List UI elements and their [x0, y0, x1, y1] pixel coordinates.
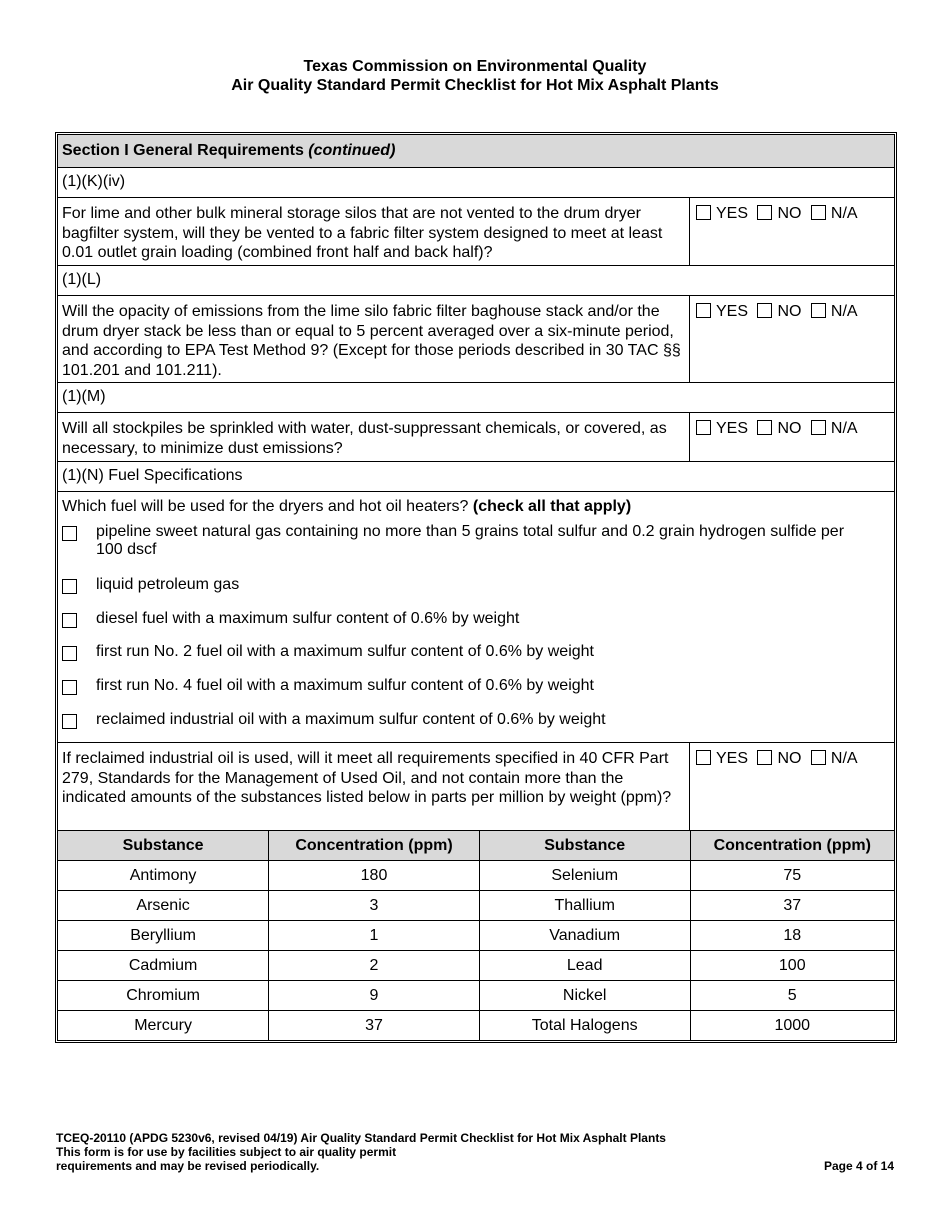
fuel-option: [58, 574, 894, 608]
question-row: [58, 742, 894, 830]
fuel-option: [58, 608, 894, 641]
form-title: Air Quality Standard Permit Checklist for Hot Mix Asphalt Plants: [231, 77, 719, 94]
no-label: NO: [777, 205, 802, 222]
item-label: (1)(N) Fuel Specifications: [58, 461, 894, 491]
table-row: [58, 891, 894, 921]
table-header-row: [58, 831, 894, 861]
fuel-option-label: pipeline sweet natural gas containing no more than 5 grains total sulfur and 0.2 grain hydrogen sulfide per 100 dscf: [96, 523, 845, 558]
fuel-option-checkbox[interactable]: [62, 646, 77, 661]
page-header: [0, 57, 950, 95]
substance-name: Thallium: [479, 891, 690, 921]
question-text: Will the opacity of emissions from the lime silo fabric filter baghouse stack and/or the drum dryer stack be less than or equal to 5 percent averaged over a six-minute period, and according to EPA Test Method 9? (Except for those periods described in 30 TAC §§ 101.201 and 101.211).: [58, 296, 690, 382]
concentration-value: 1000: [690, 1011, 894, 1041]
concentration-value: 75: [690, 861, 894, 891]
question-row: [58, 295, 894, 382]
no-checkbox[interactable]: [757, 205, 772, 220]
table-row: [58, 1011, 894, 1041]
fuel-option-checkbox[interactable]: [62, 714, 77, 729]
footer-note: requirements and may be revised periodically.: [56, 1159, 320, 1173]
concentration-value: 3: [269, 891, 480, 921]
checklist-table: [55, 132, 897, 1043]
column-header: Concentration (ppm): [690, 831, 894, 861]
question-row: [58, 197, 894, 265]
na-label: N/A: [830, 205, 858, 222]
substance-name: Lead: [479, 951, 690, 981]
fuel-option: [58, 709, 894, 742]
column-header: Concentration (ppm): [269, 831, 480, 861]
table-row: [58, 921, 894, 951]
item-label: (1)(M): [58, 382, 894, 412]
na-label: N/A: [830, 420, 858, 437]
no-checkbox[interactable]: [757, 420, 772, 435]
fuel-option-label: first run No. 2 fuel oil with a maximum sulfur content of 0.6% by weight: [96, 643, 594, 660]
substance-name: Total Halogens: [479, 1011, 690, 1041]
fuel-option: [58, 521, 894, 574]
table-row: [58, 981, 894, 1011]
question-row: [58, 412, 894, 461]
concentration-value: 18: [690, 921, 894, 951]
no-label: NO: [777, 750, 802, 767]
form-id: TCEQ-20110 (APDG 5230v6, revised 04/19) Air Quality Standard Permit Checklist for Hot Mix Asphalt Plants: [56, 1131, 666, 1145]
substance-name: Beryllium: [58, 921, 269, 951]
column-header: Substance: [479, 831, 690, 861]
fuel-option-label: reclaimed industrial oil with a maximum sulfur content of 0.6% by weight: [96, 711, 606, 728]
yes-label: YES: [716, 420, 749, 437]
no-label: NO: [777, 303, 802, 320]
fuel-prompt-text: Which fuel will be used for the dryers and hot oil heaters?: [62, 498, 473, 515]
fuel-option-checkbox[interactable]: [62, 526, 77, 541]
concentration-value: 1: [269, 921, 480, 951]
table-row: [58, 861, 894, 891]
substance-name: Chromium: [58, 981, 269, 1011]
fuel-option: [58, 675, 894, 709]
yes-label: YES: [716, 303, 749, 320]
answer-group: [690, 743, 894, 830]
concentration-value: 37: [269, 1011, 480, 1041]
substance-name: Mercury: [58, 1011, 269, 1041]
column-header: Substance: [58, 831, 269, 861]
item-label: (1)(K)(iv): [58, 167, 894, 197]
fuel-option: [58, 641, 894, 675]
na-checkbox[interactable]: [811, 205, 826, 220]
substance-name: Arsenic: [58, 891, 269, 921]
footer-note: This form is for use by facilities subject to air quality permit: [56, 1145, 397, 1159]
na-label: N/A: [830, 303, 858, 320]
substance-name: Nickel: [479, 981, 690, 1011]
answer-group: [690, 413, 894, 461]
yes-label: YES: [716, 750, 749, 767]
substance-name: Vanadium: [479, 921, 690, 951]
substance-name: Cadmium: [58, 951, 269, 981]
na-checkbox[interactable]: [811, 303, 826, 318]
fuel-option-label: first run No. 4 fuel oil with a maximum sulfur content of 0.6% by weight: [96, 677, 594, 694]
na-checkbox[interactable]: [811, 420, 826, 435]
fuel-option-checkbox[interactable]: [62, 579, 77, 594]
page-number: Page 4 of 14: [823, 1159, 894, 1173]
fuel-option-checkbox[interactable]: [62, 613, 77, 628]
concentration-value: 37: [690, 891, 894, 921]
substance-name: Antimony: [58, 861, 269, 891]
no-checkbox[interactable]: [757, 750, 772, 765]
fuel-prompt-bold: (check all that apply): [472, 498, 632, 515]
yes-label: YES: [716, 205, 749, 222]
section-title-suffix: (continued): [308, 142, 396, 159]
concentration-value: 2: [269, 951, 480, 981]
answer-group: [690, 296, 894, 382]
fuel-option-label: liquid petroleum gas: [96, 576, 240, 593]
no-label: NO: [777, 420, 802, 437]
concentration-value: 5: [690, 981, 894, 1011]
agency-title: Texas Commission on Environmental Quality: [303, 58, 647, 75]
section-header: [58, 135, 894, 167]
substance-table: [58, 830, 894, 1040]
item-label: (1)(L): [58, 265, 894, 295]
yes-checkbox[interactable]: [696, 750, 711, 765]
na-label: N/A: [830, 750, 858, 767]
fuel-option-label: diesel fuel with a maximum sulfur content of 0.6% by weight: [96, 610, 520, 627]
fuel-option-checkbox[interactable]: [62, 680, 77, 695]
question-text: For lime and other bulk mineral storage silos that are not vented to the drum dryer bagfilter system, will they be vented to a fabric filter system designed to meet at least 0.01 outlet grain loading (combined front half and back half)?: [58, 198, 690, 265]
concentration-value: 100: [690, 951, 894, 981]
yes-checkbox[interactable]: [696, 303, 711, 318]
concentration-value: 180: [269, 861, 480, 891]
section-title: Section I General Requirements: [62, 142, 309, 159]
table-row: [58, 951, 894, 981]
page-footer: [56, 1131, 666, 1173]
na-checkbox[interactable]: [811, 750, 826, 765]
concentration-value: 9: [269, 981, 480, 1011]
fuel-prompt: [58, 491, 894, 521]
yes-checkbox[interactable]: [696, 205, 711, 220]
question-text: If reclaimed industrial oil is used, will it meet all requirements specified in 40 CFR Part 279, Standards for the Management of Used Oil, and not contain more than the indicated amounts of the substances listed below in parts per million by weight (ppm)?: [58, 743, 690, 830]
answer-group: [690, 198, 894, 265]
substance-name: Selenium: [479, 861, 690, 891]
no-checkbox[interactable]: [757, 303, 772, 318]
yes-checkbox[interactable]: [696, 420, 711, 435]
question-text: Will all stockpiles be sprinkled with water, dust-suppressant chemicals, or covered, as necessary, to minimize dust emissions?: [58, 413, 690, 461]
